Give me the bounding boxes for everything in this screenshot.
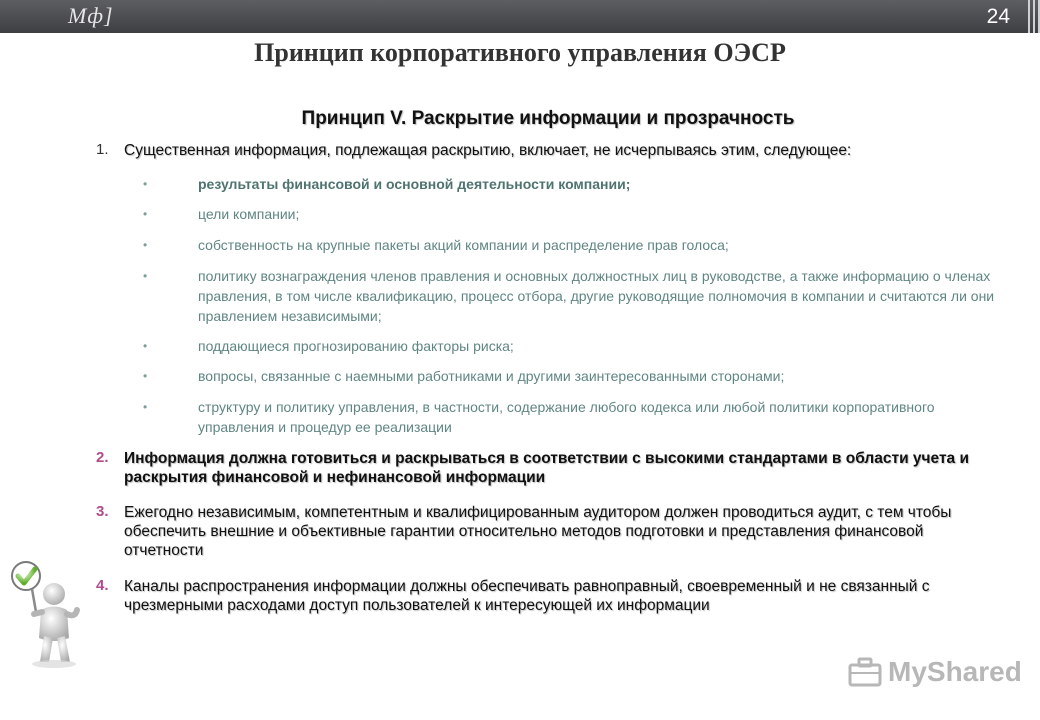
slide-subtitle: Принцип V. Раскрытие информации и прозрачность — [301, 108, 795, 129]
top-bar — [0, 0, 1040, 33]
bullet-marker: • — [143, 177, 148, 191]
bullet-item-2: цели компании; — [198, 206, 300, 222]
watermark-text: MyShared — [888, 656, 1022, 687]
decorative-bars — [1018, 0, 1040, 33]
bullet-marker: • — [143, 269, 148, 283]
bullet-marker: • — [143, 207, 148, 221]
bullet-marker: • — [143, 339, 148, 353]
item-number-4: 4. — [96, 577, 109, 594]
page-number: 24 — [986, 5, 1010, 28]
watermark — [848, 656, 1022, 688]
item-text-1: Существенная информация, подлежащая раскрытию, включает, не исчерпываясь этим, следующее: — [124, 142, 852, 159]
bullet-item-1: результаты финансовой и основной деятельности компании; — [198, 176, 631, 192]
figure-checkmark-icon — [6, 560, 86, 670]
bullet-item-3: собственность на крупные пакеты акций компании и распределение прав голоса; — [198, 237, 729, 253]
item-text-2: Информация должна готовиться и раскрываться в соответствии с высокими стандартами в области учета и раскрытия финансовой и нефинансовой информации — [124, 450, 970, 486]
bullet-item-5: поддающиеся прогнозированию факторы риска; — [198, 338, 514, 354]
logo: Мф] — [68, 3, 114, 28]
bullet-marker: • — [143, 369, 148, 383]
item-number-1: 1. — [96, 141, 109, 158]
bullet-item-7: структуру и политику управления, в частности, содержание любого кодекса или любой политики корпоративного управления и процедур ее реализации — [198, 399, 935, 435]
bullet-marker: • — [143, 400, 148, 414]
item-text-3: Ежегодно независимым, компетентным и квалифицированным аудитором должен проводиться аудит, с тем чтобы обеспечить внешние и объективные гарантии относительно методов подготовки и представления финансовой отчетности — [124, 504, 952, 559]
slide-title: Принцип корпоративного управления ОЭСР — [254, 38, 786, 67]
briefcase-icon — [848, 656, 882, 688]
bullet-marker: • — [143, 238, 148, 252]
bullet-item-4: политику вознаграждения членов правления и основных должностных лиц в руководстве, а также информацию о членах правления, в том числе квалификацию, процесс отбора, другие руководящие полномочия в компании и считаются ли они правлением независимыми; — [198, 268, 995, 324]
item-number-2: 2. — [96, 449, 109, 466]
bullet-item-6: вопросы, связанные с наемными работниками и другими заинтересованными сторонами; — [198, 368, 785, 384]
item-number-3: 3. — [96, 503, 109, 520]
item-text-4: Каналы распространения информации должны обеспечивать равноправный, своевременный и не связанный с чрезмерными расходами доступ пользователей к интересующей их информации — [124, 578, 930, 614]
